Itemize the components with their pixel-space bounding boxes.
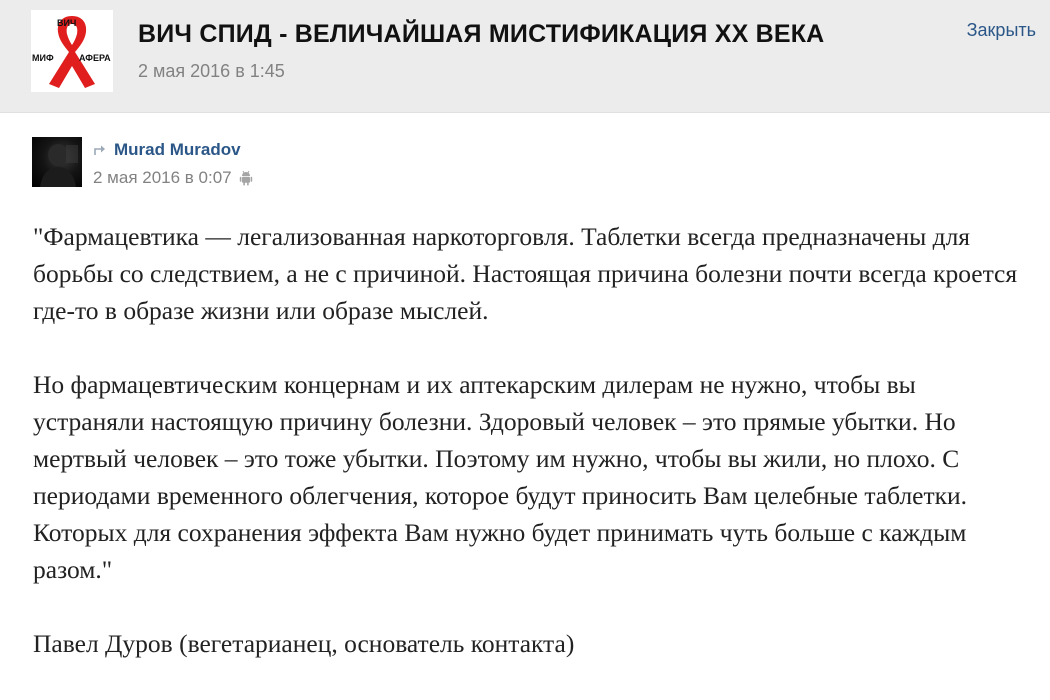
group-title[interactable]: ВИЧ СПИД - ВЕЛИЧАЙШАЯ МИСТИФИКАЦИЯ XX ВЕКА: [138, 20, 825, 48]
post-date[interactable]: 2 мая 2016 в 0:07: [93, 168, 232, 187]
author-avatar[interactable]: [32, 137, 82, 187]
post-paragraph: Но фармацевтическим концернам и их аптекарским дилерам не нужно, чтобы вы устраняли настоящую причину болезни. Здоровый человек – это прямые убытки. Но мертвый человек – это тоже убытки. Поэтому им нужно, чтобы вы жили, но плохо. С периодами временного облегчения, которое будут приносить Вам целебные таблетки. Которых для сохранения эффекта Вам нужно будет принимать чуть больше с каждым разом.": [33, 370, 968, 584]
post-timestamp[interactable]: 2 мая 2016 в 1:45: [138, 61, 285, 81]
author-row: [93, 140, 241, 160]
logo-text-right: АФЕРА: [79, 53, 111, 63]
post-meta: [93, 168, 253, 188]
post-signature: Павел Дуров (вегетарианец, основатель контакта): [33, 629, 575, 658]
author-name[interactable]: Murad Muradov: [114, 140, 241, 159]
android-icon: [239, 170, 253, 186]
aids-ribbon-logo-icon: [31, 10, 113, 92]
post-header: [0, 0, 1050, 113]
group-logo[interactable]: [31, 10, 113, 92]
logo-text-left: МИФ: [32, 53, 54, 63]
logo-text-top: ВИЧ: [57, 18, 77, 28]
repost-arrow-icon: [93, 143, 108, 157]
post-paragraph: "Фармацевтика — легализованная наркоторговля. Таблетки всегда предназначены для борьбы со следствием, а не с причиной. Настоящая причина болезни почти всегда кроется где-то в образе жизни или образе мыслей.: [33, 222, 1018, 325]
post-text: [33, 218, 1033, 662]
close-link[interactable]: Закрыть: [966, 20, 1036, 40]
avatar-silhouette-icon: [32, 137, 82, 187]
